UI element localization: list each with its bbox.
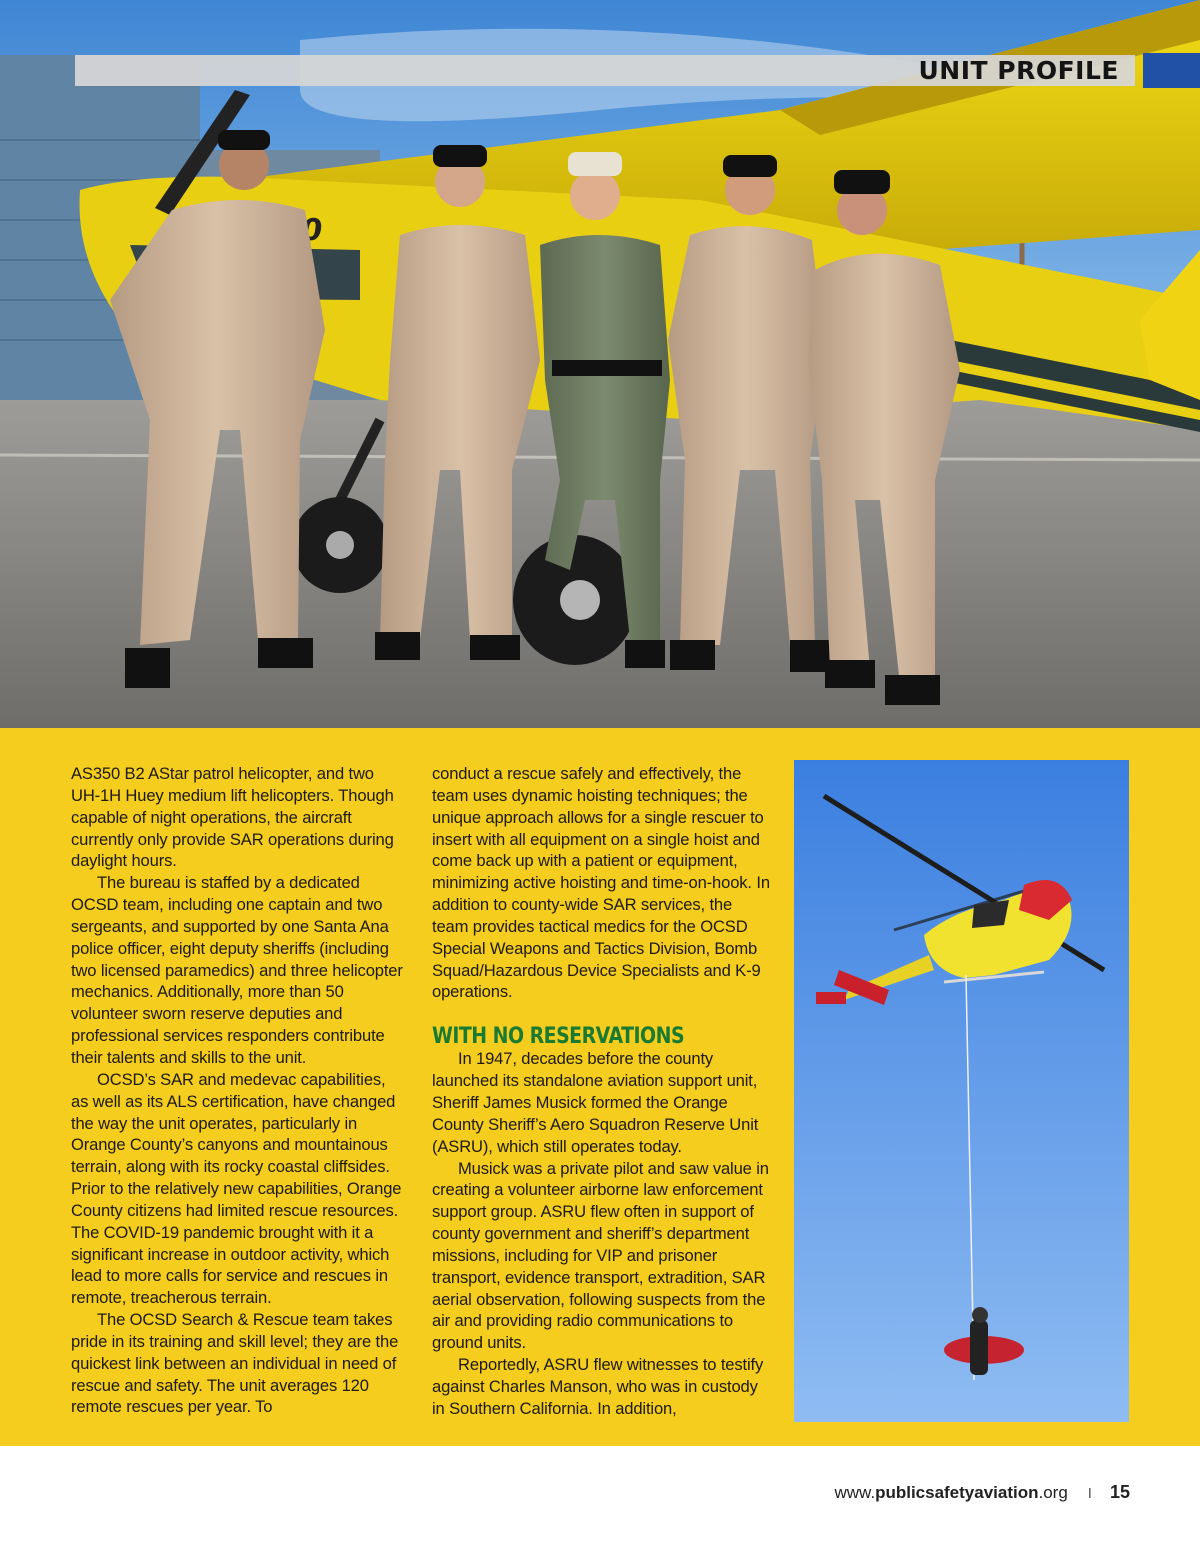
team-with-aircraft-photo bbox=[0, 0, 1200, 728]
column2-paragraph-3: Musick was a private pilot and saw value in creating a volunteer airborne law enforcement support group. ASRU flew often in support of county government and sheriff’s department missions, including for VIP and prisoner transport, evidence transport, extradition, SAR aerial observation, following suspects from the air and providing radio communications to ground units. bbox=[432, 1158, 769, 1353]
page-number: 15 bbox=[1109, 1482, 1130, 1502]
footer-url-suffix: .org bbox=[1038, 1483, 1068, 1502]
page-footer bbox=[834, 1482, 1130, 1503]
footer-url-domain[interactable]: publicsafetyaviation bbox=[875, 1483, 1039, 1502]
helicopter-rescue-image bbox=[794, 760, 1129, 1422]
section-heading: WITH NO RESERVATIONS bbox=[432, 1024, 685, 1050]
footer-url-prefix: www. bbox=[834, 1483, 876, 1502]
helicopter-hoist-photo bbox=[794, 760, 1129, 1422]
section-header-bar bbox=[75, 55, 1135, 86]
column1-paragraph-4: The OCSD Search & Rescue team takes pride in its training and skill level; they are the quickest link between an individual in need of rescue and safety. The unit averages 120 remote rescues per year. To bbox=[71, 1310, 399, 1417]
column1-paragraph-3: OCSD’s SAR and medevac capabilities, as well as its ALS certification, have changed the way the unit operates, particularly in Orange County’s canyons and mountainous terrain, along with its rocky coastal cliffsides. Prior to the relatively new capabilities, Orange County citizens had limited rescue resources. The COVID-19 pandemic brought with it a significant increase in outdoor activity, which lead to more calls for service and rescues in remote, treacherous terrain. bbox=[71, 1069, 402, 1308]
hero-photo bbox=[0, 0, 1200, 728]
article-column-1 bbox=[71, 763, 407, 1418]
section-accent-block bbox=[1143, 53, 1200, 88]
column1-paragraph-1: AS350 B2 AStar patrol helicopter, and two UH-1H Huey medium lift helicopters. Though capable of night operations, the aircraft currently only provide SAR operations during daylight hours. bbox=[71, 764, 394, 871]
section-label: UNIT PROFILE bbox=[918, 56, 1119, 85]
column2-paragraph-2: In 1947, decades before the county launched its standalone aviation support unit, Sheriff James Musick formed the Orange County Sheriff’s Aero Squadron Reserve Unit (ASRU), which still operates today. bbox=[432, 1049, 759, 1156]
article-column-2 bbox=[432, 763, 770, 1420]
column1-paragraph-2: The bureau is staffed by a dedicated OCSD team, including one captain and two sergeants, and supported by one Santa Ana police officer, eight deputy sheriffs (including two licensed paramedics) and three helicopter mechanics. Additionally, more than 50 volunteer sworn reserve deputies and professional services responders contribute their talents and skills to the unit. bbox=[71, 873, 403, 1067]
column2-paragraph-1: conduct a rescue safely and effectively, the team uses dynamic hoisting techniques; the unique approach allows for a single rescuer to insert with all equipment on a single hoist and come back up with a patient or equipment, minimizing active hoisting and time-on-hook. In addition to county-wide SAR services, the team provides tactical medics for the OCSD Special Weapons and Tactics Division, Bomb Squad/Hazardous Device Specialists and K-9 operations. bbox=[432, 764, 770, 1002]
footer-separator: I bbox=[1087, 1485, 1092, 1502]
column2-paragraph-4: Reportedly, ASRU flew witnesses to testify against Charles Manson, who was in custody in Southern California. In addition, bbox=[432, 1355, 764, 1418]
